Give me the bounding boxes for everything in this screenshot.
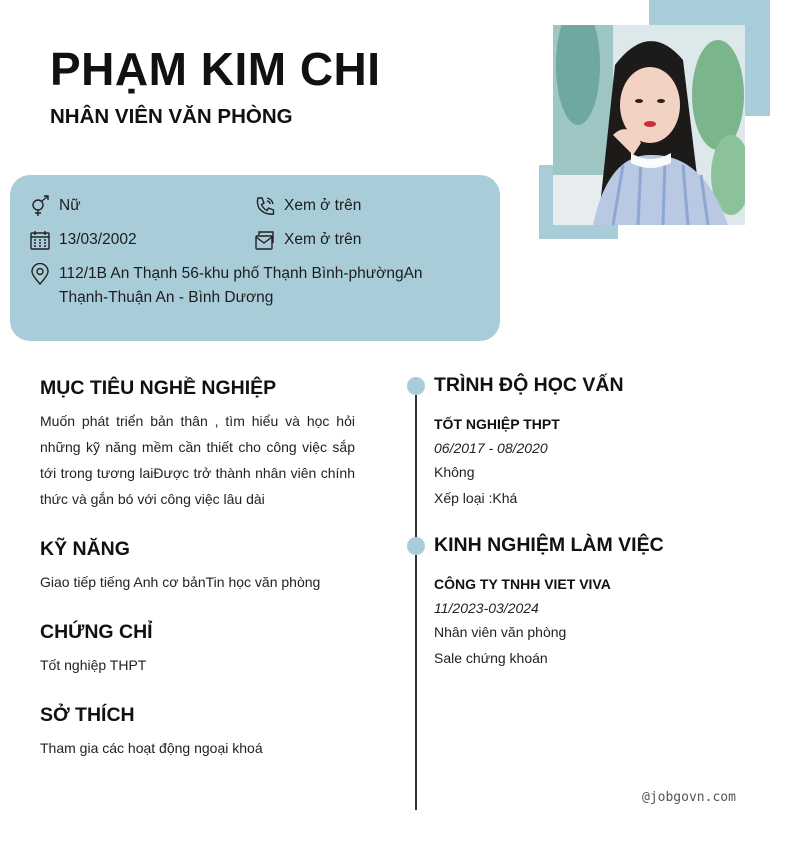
experience-item-title: CÔNG TY TNHH VIET VIVA <box>434 576 611 592</box>
contact-email <box>254 229 361 252</box>
objective-line-1: Muốn phát triển bản thân , tìm hiểu và học hỏi <box>40 413 355 429</box>
objective-line-4: thức và gắn bó với công việc lâu dài <box>40 491 265 507</box>
phone-icon <box>254 195 276 217</box>
timeline-line <box>415 384 417 810</box>
hobbies-heading: SỞ THÍCH <box>40 704 135 726</box>
email-value: Xem ở trên <box>284 231 362 248</box>
timeline-dot-experience <box>407 537 425 555</box>
address-line-2: Thạnh-Thuận An - Bình Dương <box>59 289 274 306</box>
gender-value: Nữ <box>59 197 81 214</box>
watermark: @jobgovn.com <box>642 790 736 805</box>
education-line-1: Không <box>434 464 475 480</box>
experience-heading: KINH NGHIỆM LÀM VIỆC <box>434 534 664 556</box>
skills-heading: KỸ NĂNG <box>40 538 130 560</box>
experience-line-1: Nhân viên văn phòng <box>434 624 567 640</box>
location-icon <box>29 263 51 285</box>
education-item-title: TỐT NGHIỆP THPT <box>434 416 560 432</box>
email-icon <box>254 229 276 251</box>
experience-line-2: Sale chứng khoán <box>434 650 548 666</box>
education-date: 06/2017 - 08/2020 <box>434 440 548 456</box>
education-line-2: Xếp loại :Khá <box>434 490 518 506</box>
calendar-icon <box>29 229 51 251</box>
objective-line-3: tới trong tương laiĐược trở thành nhân viên chính <box>40 465 355 481</box>
objective-heading: MỤC TIÊU NGHỀ NGHIỆP <box>40 377 277 399</box>
objective-line-2: những kỹ năng mềm cần thiết cho công việc sắp <box>40 439 355 455</box>
job-title: NHÂN VIÊN VĂN PHÒNG <box>50 105 293 128</box>
gender-icon <box>29 195 51 217</box>
experience-date: 11/2023-03/2024 <box>434 600 539 616</box>
candidate-name: PHẠM KIM CHI <box>50 43 381 95</box>
birthday-value: 13/03/2002 <box>59 231 137 248</box>
certificates-text: Tốt nghiệp THPT <box>40 657 147 673</box>
timeline-dot-education <box>407 377 425 395</box>
contact-address <box>29 263 423 310</box>
skills-text: Giao tiếp tiếng Anh cơ bảnTin học văn phòng <box>40 574 321 590</box>
objective-text <box>40 408 355 512</box>
profile-photo <box>553 25 745 225</box>
phone-value: Xem ở trên <box>284 197 362 214</box>
address-line-1: 112/1B An Thạnh 56-khu phố Thạnh Bình-phườngAn <box>59 265 423 282</box>
certificates-heading: CHỨNG CHỈ <box>40 621 153 643</box>
contact-gender <box>29 195 81 218</box>
contact-phone <box>254 195 361 218</box>
education-heading: TRÌNH ĐỘ HỌC VẤN <box>434 374 624 396</box>
contact-birthday <box>29 229 137 252</box>
hobbies-text: Tham gia các hoạt động ngoại khoá <box>40 740 263 756</box>
